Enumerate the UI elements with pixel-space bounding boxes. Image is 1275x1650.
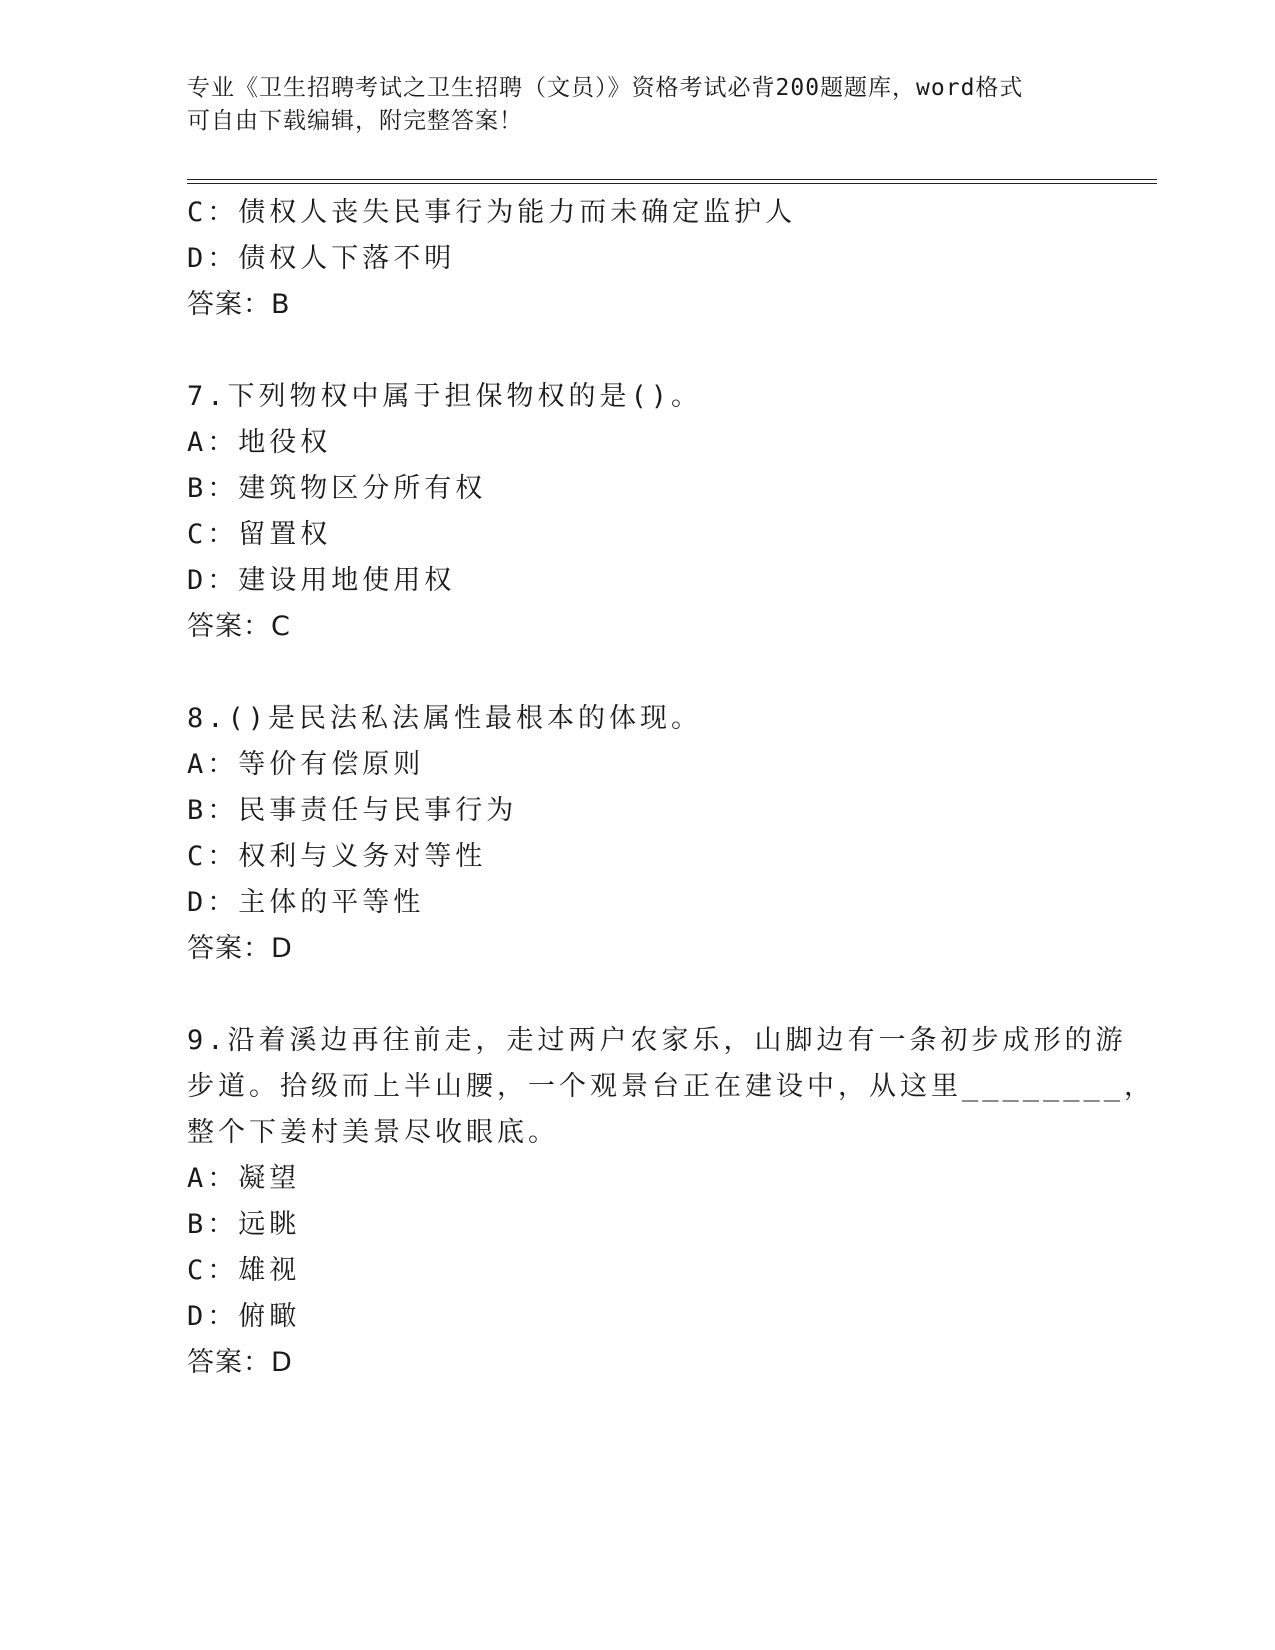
option-c: C：雄视: [187, 1255, 301, 1286]
question-stem-line-3: 整个下姜村美景尽收眼底。: [187, 1117, 559, 1148]
option-c: C：权利与义务对等性: [187, 841, 487, 872]
header-title-line-1: 专业《卫生招聘考试之卫生招聘（文员）》资格考试必背200题题库，word格式: [187, 75, 1024, 101]
question-6-continued: [187, 190, 1087, 328]
option-a: A：凝望: [187, 1163, 301, 1194]
question-8: [187, 696, 1087, 972]
option-a: A：等价有偿原则: [187, 749, 425, 780]
option-a: A：地役权: [187, 427, 332, 458]
spacer: [187, 328, 1087, 374]
question-stem-line-2: 步道。拾级而上半山腰，一个观景台正在建设中，从这里________，: [187, 1071, 1156, 1102]
option-d: D：主体的平等性: [187, 887, 425, 918]
option-b: B：远眺: [187, 1209, 301, 1240]
answer-line: 答案：B: [187, 289, 291, 320]
option-c: C：留置权: [187, 519, 332, 550]
option-d: D：债权人下落不明: [187, 243, 456, 274]
question-9: [187, 1018, 1156, 1386]
option-d: D：建设用地使用权: [187, 565, 456, 596]
answer-line: 答案：C: [187, 611, 291, 642]
document-header: [187, 72, 1087, 138]
option-b: B：民事责任与民事行为: [187, 795, 518, 826]
answer-line: 答案：D: [187, 1347, 293, 1378]
spacer: [187, 972, 1087, 1018]
header-title-line-2: 可自由下载编辑，附完整答案！: [187, 108, 523, 134]
spacer: [187, 650, 1087, 696]
header-divider: [187, 179, 1157, 184]
option-b: B：建筑物区分所有权: [187, 473, 487, 504]
question-stem: 7.下列物权中属于担保物权的是()。: [187, 381, 703, 412]
question-stem-line-1: 9.沿着溪边再往前走，走过两户农家乐，山脚边有一条初步成形的游: [187, 1025, 1127, 1056]
option-d: D：俯瞰: [187, 1301, 301, 1332]
option-c: C：债权人丧失民事行为能力而未确定监护人: [187, 197, 797, 228]
answer-line: 答案：D: [187, 933, 293, 964]
question-list: [187, 190, 1156, 1386]
question-7: [187, 374, 1087, 650]
question-stem: 8.()是民法私法属性最根本的体现。: [187, 703, 703, 734]
